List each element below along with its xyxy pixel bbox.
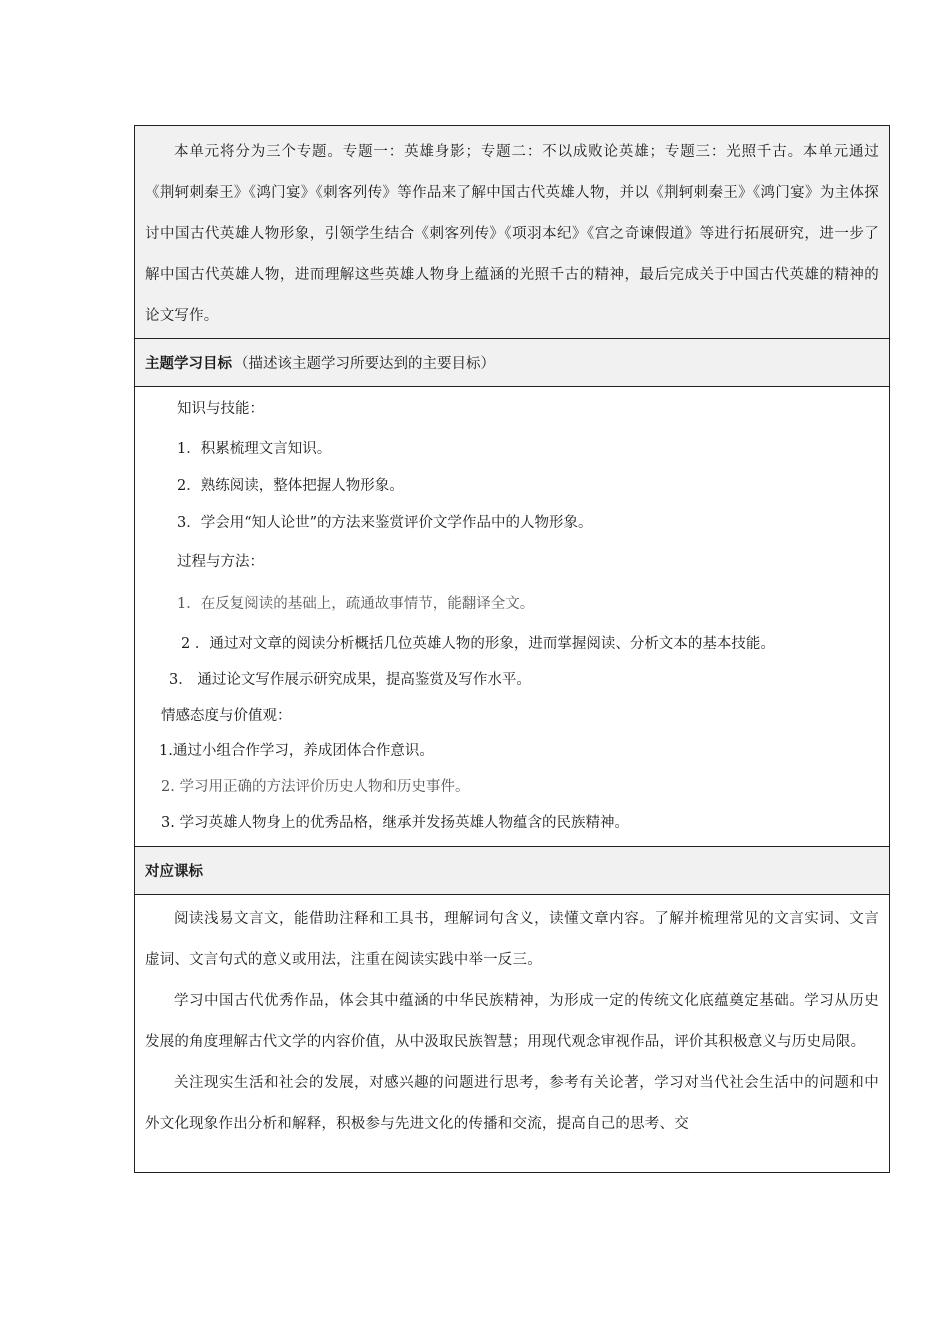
values-item: 2. 学习用正确的方法评价历史人物和历史事件。 — [161, 779, 470, 795]
goals-header-note: （描述该主题学习所要达到的主要目标） — [234, 356, 495, 372]
unit-intro-paragraph: 本单元将分为三个专题。专题一：英雄身影；专题二：不以成败论英雄；专题三：光照千古。本单元通过《荆轲刺秦王》《鸿门宴》《刺客列传》等作品来了解中国古代英雄人物，并以《荆轲刺秦王》《鸿门宴》为主体探讨中国古代英雄人物形象，引领学生结合《刺客列传》《项羽本纪》《宫之奇谏假道》等进行拓展研究，进一步了解中国古代英雄人物，进而理解这些英雄人物身上蕴涵的光照千古的精神，最后完成关于中国古代英雄的精神的论文写作。 — [145, 144, 879, 324]
knowledge-item: 3．学会用“知人论世”的方法来鉴赏评价文学作品中的人物形象。 — [177, 515, 593, 531]
standards-paragraph: 阅读浅易文言文，能借助注释和工具书，理解词句含义，读懂文章内容。了解并梳理常见的文言实词、文言虚词、文言句式的意义或用法，注重在阅读实践中举一反三。 — [145, 911, 879, 968]
standards-paragraph: 学习中国古代优秀作品，体会其中蕴涵的中华民族精神，为形成一定的传统文化底蕴奠定基础。学习从历史发展的角度理解古代文学的内容价值，从中汲取民族智慧；用现代观念审视作品，评价其积极意义与历史局限。 — [145, 993, 879, 1050]
goals-cell — [135, 387, 889, 847]
process-item: 3． 通过论文写作展示研究成果，提高鉴赏及写作水平。 — [169, 672, 531, 688]
standards-header-cell — [135, 847, 889, 895]
knowledge-item: 1．积累梳理文言知识。 — [177, 441, 332, 457]
goals-header-cell — [135, 339, 889, 387]
process-title: 过程与方法： — [177, 554, 264, 570]
standards-cell — [135, 895, 889, 1145]
process-item: 1．在反复阅读的基础上，疏通故事情节，能翻译全文。 — [177, 596, 535, 612]
standards-header-title: 对应课标 — [145, 863, 203, 880]
unit-intro-cell — [135, 126, 889, 339]
standards-paragraph: 关注现实生活和社会的发展，对感兴趣的问题进行思考，参考有关论著，学习对当代社会生活中的问题和中外文化现象作出分析和解释，积极参与先进文化的传播和交流，提高自己的思考、交 — [145, 1075, 879, 1132]
lesson-plan-table — [134, 125, 890, 1173]
knowledge-item: 2．熟练阅读，整体把握人物形象。 — [177, 478, 404, 494]
values-title: 情感态度与价值观： — [161, 708, 292, 724]
values-item: 3. 学习英雄人物身上的优秀品格，继承并发扬英雄人物蕴含的民族精神。 — [161, 815, 629, 831]
values-item: 1.通过小组合作学习，养成团体合作意识。 — [159, 743, 434, 759]
goals-header-title: 主题学习目标 — [145, 355, 232, 372]
knowledge-title: 知识与技能： — [177, 401, 264, 417]
process-item: 2 ．通过对文章的阅读分析概括几位英雄人物的形象，进而掌握阅读、分析文本的基本技能。 — [181, 636, 775, 652]
